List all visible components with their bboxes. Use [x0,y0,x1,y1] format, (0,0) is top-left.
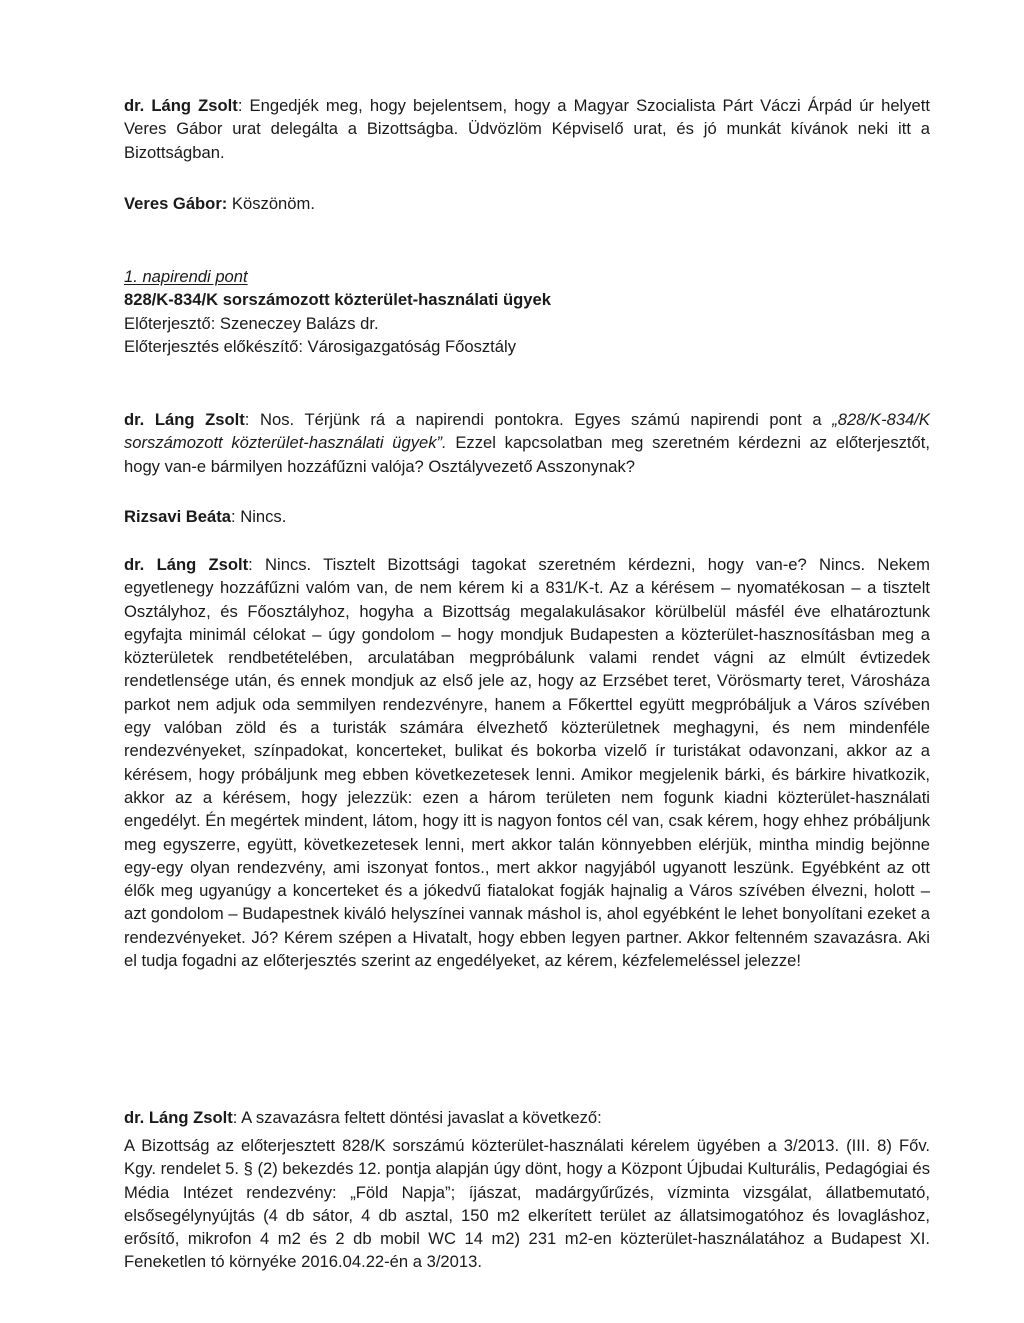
speaker-name: dr. Láng Zsolt [124,96,238,115]
statement-chair-long [124,553,930,972]
agenda-item-header [124,265,930,358]
speaker-name: dr. Láng Zsolt [124,410,245,429]
agenda-quote: „828/K-834/K sorszámozott közterület-használati ügyek”. [124,410,930,453]
agenda-preparer: Előterjesztés előkészítő: Városigazgatóság Főosztály [124,336,516,356]
statement-proposal-intro [124,1106,930,1129]
agenda-number: 1. napirendi pont [124,267,248,286]
statement-text: : A szavazásra feltett döntési javaslat a következő: [232,1108,602,1127]
statement-text: : Nincs. Tisztelt Bizottsági tagokat szeretném kérdezni, hogy van-e? Nincs. Nekem egyetlenegy hozzáfűzni valóm van, de nem kérem ki a 831/K-t. Az a kérésem – nyomatékosan – a tisztelt Osztályhoz, és Főosztályhoz, hogyha a Bizottság megalakulásakor körülbelül másfél éve elhatároztunk egyfajta minimál célokat – úgy gondolom – hogy mondjuk Budapesten a közterület-hasznosításban meg a közterületek rendbetételében, arculatában megpróbálunk valami rendet vágni az elmúlt évtizedek rendetlensége után, és ennek mondjuk az első jele az, hogy az Erzsébet teret, Vörösmarty teret, Városháza parkot nem adjuk oda semmilyen rendezvényre, hanem a Főkerttel együtt megpróbáljuk a Város szívében egy valóban zöld és a turisták számára élvezhető közterületnek meghagyni, és nem mindenféle rendezvényeket, színpadokat, koncerteket, bulikat és bokorba vizelő ír turistákat odavonzani, akkor az a kérésem, hogy próbáljunk meg ebben következetesek lenni. Amikor megjelenik bárki, és bárkire hivatkozik, akkor az a kérésem, hogy jelezzük: ezen a három területen nem fogunk kiadni közterület-használati engedélyt. Én megértek mindent, látom, hogy itt is nagyon fontos cél van, csak kérem, hogy ehhez próbáljunk meg egyszerre, együtt, következetesek lenni, mert akkor talán könnyebben elérjük, mintha mindig bejönne egy-egy olyan rendezvény, ami iszonyat fontos., mert akkor nagyjából ugyanott leszünk. Egyébként az ott élők meg ugyanúgy a koncerteket és a jókedvű fiatalokat fogják hajnalig a Város szívében élvezni, holott – azt gondolom – Budapestnek kiváló helyszínei vannak máshol is, ahol egyébként le lehet bonyolítani ezeket a rendezvényeket. Jó? Kérem szépen a Hivatalt, hogy ebben legyen partner. Akkor feltenném szavazásra. Aki el tudja fogadni az előterjesztés szerint az engedélyeket, az kérem, kézfelemeléssel jelezze! [124,555,930,971]
statement-reply [124,192,930,215]
resolution-paragraph: A Bizottság az előterjesztett 828/K sorszámú közterület-használati kérelem ügyében a 3/2013. (III. 8) Főv. Kgy. rendelet 5. § (2) bekezdés 12. pontja alapján úgy dönt, hogy a Központ Újbudai Kulturális, Pedagógiai és Média Intézet rendezvény: „Föld Napja”; íjászat, madárgyűrűzés, vízminta vizsgálat, állatbemutató, elsősegélynyújtás (4 db sátor, 4 db asztal, 150 m2 elkerített terület az állatsimogatóhoz és lovagláshoz, erősítő, mikrofon 4 m2 és 2 db mobil WC 14 m2) 231 m2-en közterület-használatához a Budapest XI. Feneketlen tó környéke 2016.04.22-én a 3/2013. [124,1136,930,1272]
statement-presenter-reply [124,505,930,528]
statement-text: Ezzel kapcsolatban meg szeretném kérdezni az előterjesztőt, hogy van-e bármilyen hozzáfűzni valója? Osztályvezető Asszonynak? [124,433,930,476]
speaker-name: Veres Gábor: [124,194,228,213]
resolution-text [124,1134,930,1274]
statement-text: Köszönöm. [227,194,315,213]
speaker-name: Rizsavi Beáta [124,507,231,526]
statement-announcement [124,94,930,164]
speaker-name: dr. Láng Zsolt [124,555,249,574]
speaker-name: dr. Láng Zsolt [124,1108,233,1127]
statement-agenda-intro [124,408,930,478]
statement-text: : Engedjék meg, hogy bejelentsem, hogy a Magyar Szocialista Párt Váczi Árpád úr helyett Veres Gábor urat delegálta a Bizottságba. Üdvözlöm Képviselő urat, és jó munkát kívánok neki itt a Bizottságban. [124,96,930,162]
statement-text: : Nincs. [231,507,287,526]
agenda-title: 828/K-834/K sorszámozott közterület-használati ügyek [124,290,551,310]
statement-text: : Nos. Térjünk rá a napirendi pontokra. Egyes számú napirendi pont a [244,410,833,429]
agenda-presenter: Előterjesztő: Szeneczey Balázs dr. [124,313,379,333]
